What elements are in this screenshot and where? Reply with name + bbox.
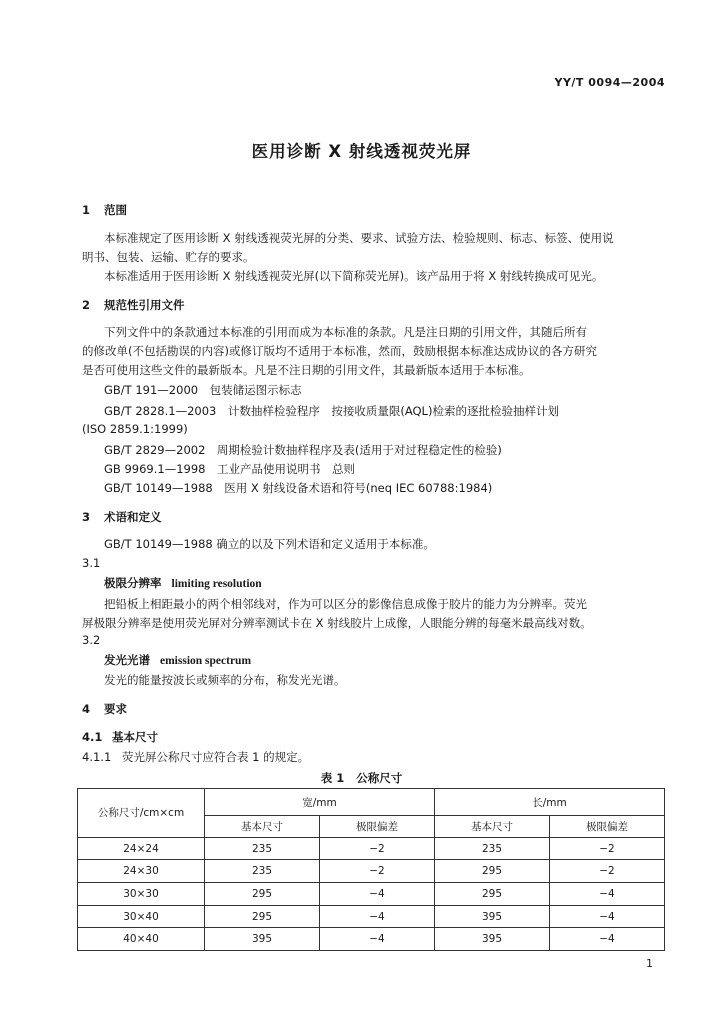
reference-item: GB/T 2829—2002 周期检验计数抽样程序及表(适用于对过程稳定性的检验) bbox=[104, 443, 502, 457]
table-cell: −4 bbox=[550, 883, 665, 906]
table-cell: −4 bbox=[320, 928, 435, 951]
section-title: 范围 bbox=[104, 203, 127, 217]
standard-number: YY/T 0094—2004 bbox=[554, 76, 665, 89]
clause-line bbox=[82, 749, 309, 765]
paragraph-line: 本标准适用于医用诊断 X 射线透视荧光屏(以下简称荧光屏)。该产品用于将 X 射线转换成可见光。 bbox=[104, 269, 604, 283]
table-cell: −4 bbox=[320, 905, 435, 928]
subsection-number: 4.1 bbox=[82, 730, 103, 744]
paragraph-line: 明书、包装、运输、贮存的要求。 bbox=[82, 250, 255, 264]
table-cell: 235 bbox=[205, 837, 320, 860]
term-number: 3.1 bbox=[82, 556, 101, 570]
table-cell: 295 bbox=[435, 883, 550, 906]
term-en: limiting resolution bbox=[171, 578, 262, 590]
section-2-heading bbox=[82, 297, 185, 313]
term-number: 3.2 bbox=[82, 633, 101, 647]
table-header-row bbox=[78, 789, 665, 816]
reference-item: GB/T 191—2000 包装储运图示标志 bbox=[104, 383, 302, 397]
clause-number: 4.1.1 bbox=[82, 750, 112, 764]
definition-line: 把铅板上相距最小的两个相邻线对，作为可以区分的影像信息成像于胶片的能力为分辨率。荧光 bbox=[104, 597, 587, 611]
subsection-heading bbox=[82, 729, 158, 745]
section-number: 1 bbox=[82, 203, 91, 217]
section-title: 规范性引用文件 bbox=[104, 298, 185, 312]
table-cell: −2 bbox=[550, 860, 665, 883]
table-cell: 30×40 bbox=[78, 905, 205, 928]
subheader-limit-deviation: 极限偏差 bbox=[320, 816, 435, 838]
section-1-heading bbox=[82, 202, 127, 218]
table-cell: −4 bbox=[550, 905, 665, 928]
term-heading bbox=[104, 575, 262, 591]
clause-text: 荧光屏公称尺寸应符合表 1 的规定。 bbox=[122, 750, 310, 764]
table-cell: 295 bbox=[205, 905, 320, 928]
paragraph-line: 是否可使用这些文件的最新版本。凡是不注日期的引用文件，其最新版本适用于本标准。 bbox=[82, 363, 531, 377]
subheader-limit-deviation: 极限偏差 bbox=[550, 816, 665, 838]
table-row bbox=[78, 883, 665, 906]
paragraph-line: 的修改单(不包括勘误的内容)或修订版均不适用于本标准，然而，鼓励根据本标准达成协议的各方研究 bbox=[82, 344, 597, 358]
table-caption-title: 公称尺寸 bbox=[356, 771, 403, 785]
header-nominal-size: 公称尺寸/cm×cm bbox=[78, 789, 205, 838]
definition-line: 发光的能量按波长或频率的分布，称发光光谱。 bbox=[104, 673, 346, 687]
term-cn: 发光光谱 bbox=[104, 653, 150, 667]
section-number: 3 bbox=[82, 510, 91, 524]
table-cell: −4 bbox=[320, 883, 435, 906]
paragraph-line: 下列文件中的条款通过本标准的引用而成为本标准的条款。凡是注日期的引用文件，其随后所有 bbox=[104, 325, 587, 339]
section-number: 4 bbox=[82, 702, 91, 716]
table-caption bbox=[0, 770, 723, 786]
subheader-basic-size: 基本尺寸 bbox=[435, 816, 550, 838]
table-cell: 295 bbox=[435, 860, 550, 883]
page-number: 1 bbox=[646, 957, 653, 970]
section-4-heading bbox=[82, 701, 127, 717]
table-cell: 40×40 bbox=[78, 928, 205, 951]
table-cell: 395 bbox=[205, 928, 320, 951]
table-cell: −2 bbox=[550, 837, 665, 860]
table-cell: 395 bbox=[435, 928, 550, 951]
table-row bbox=[78, 837, 665, 860]
table-cell: 30×30 bbox=[78, 883, 205, 906]
paragraph-line: GB/T 10149—1988 确立的以及下列术语和定义适用于本标准。 bbox=[104, 537, 435, 551]
table-cell: 235 bbox=[435, 837, 550, 860]
nominal-size-table bbox=[77, 788, 665, 951]
header-width: 宽/mm bbox=[205, 789, 435, 816]
subsection-title: 基本尺寸 bbox=[112, 730, 158, 744]
reference-item: GB/T 2828.1—2003 计数抽样检验程序 按接收质量限(AQL)检索的逐批检验抽样计划 bbox=[104, 404, 559, 418]
reference-item: GB 9969.1—1998 工业产品使用说明书 总则 bbox=[104, 462, 355, 476]
table-cell: 295 bbox=[205, 883, 320, 906]
header-length: 长/mm bbox=[435, 789, 665, 816]
table-cell: −2 bbox=[320, 860, 435, 883]
table-cell: 235 bbox=[205, 860, 320, 883]
section-number: 2 bbox=[82, 298, 91, 312]
section-3-heading bbox=[82, 509, 162, 525]
reference-item: GB/T 10149—1988 医用 X 射线设备术语和符号(neq IEC 60788:1984) bbox=[104, 481, 493, 495]
table-caption-number: 表 1 bbox=[320, 771, 345, 785]
table-row bbox=[78, 860, 665, 883]
document-title: 医用诊断 X 射线透视荧光屏 bbox=[251, 142, 472, 161]
reference-item: (ISO 2859.1:1999) bbox=[82, 422, 188, 436]
table-cell: 24×30 bbox=[78, 860, 205, 883]
term-cn: 极限分辨率 bbox=[104, 576, 162, 590]
table-cell: −4 bbox=[550, 928, 665, 951]
subheader-basic-size: 基本尺寸 bbox=[205, 816, 320, 838]
section-title: 要求 bbox=[104, 702, 127, 716]
table-cell: −2 bbox=[320, 837, 435, 860]
table-row bbox=[78, 928, 665, 951]
term-heading bbox=[104, 652, 251, 668]
section-title: 术语和定义 bbox=[104, 510, 162, 524]
term-en: emission spectrum bbox=[160, 655, 252, 667]
table-row bbox=[78, 905, 665, 928]
table-cell: 395 bbox=[435, 905, 550, 928]
table-cell: 24×24 bbox=[78, 837, 205, 860]
paragraph-line: 本标准规定了医用诊断 X 射线透视荧光屏的分类、要求、试验方法、检验规则、标志、标签、使用说 bbox=[104, 231, 614, 245]
definition-line: 屏极限分辨率是使用荧光屏对分辨率测试卡在 X 射线胶片上成像，人眼能分辨的每毫米最高线对数。 bbox=[82, 616, 592, 630]
